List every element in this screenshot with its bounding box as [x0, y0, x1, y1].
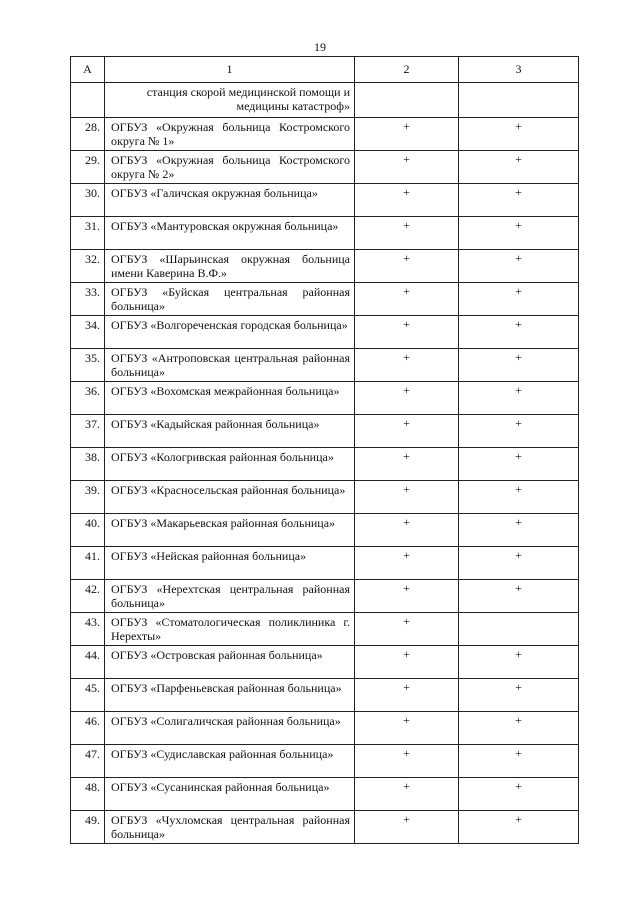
column-2-mark: + — [355, 118, 459, 151]
table-row — [71, 745, 579, 778]
column-2-mark: + — [355, 679, 459, 712]
page-number: 19 — [314, 40, 326, 54]
table-row — [71, 250, 579, 283]
facility-name: ОГБУЗ «Красносельская районная больница» — [105, 481, 355, 514]
facility-name: ОГБУЗ «Солигаличская районная больница» — [105, 712, 355, 745]
row-number: 32. — [71, 250, 105, 283]
row-number: 31. — [71, 217, 105, 250]
column-3-mark: + — [459, 646, 579, 679]
table-row — [71, 712, 579, 745]
row-number: 42. — [71, 580, 105, 613]
table-row — [71, 778, 579, 811]
facility-name: ОГБУЗ «Судиславская районная больница» — [105, 745, 355, 778]
column-3-mark: + — [459, 118, 579, 151]
column-3-mark: + — [459, 184, 579, 217]
column-3-mark: + — [459, 712, 579, 745]
row-number: 44. — [71, 646, 105, 679]
facility-name: ОГБУЗ «Макарьевская районная больница» — [105, 514, 355, 547]
table-row — [71, 679, 579, 712]
column-2-mark: + — [355, 481, 459, 514]
table-row-continuation — [71, 83, 579, 118]
facility-name: ОГБУЗ «Сусанинская районная больница» — [105, 778, 355, 811]
facility-name: ОГБУЗ «Нейская районная больница» — [105, 547, 355, 580]
column-2-mark: + — [355, 217, 459, 250]
table-row — [71, 547, 579, 580]
facility-name: ОГБУЗ «Антроповская центральная районная больница» — [105, 349, 355, 382]
facility-name: ОГБУЗ «Мантуровская окружная больница» — [105, 217, 355, 250]
table-row — [71, 415, 579, 448]
column-2-mark: + — [355, 250, 459, 283]
column-3-mark: + — [459, 580, 579, 613]
column-3-mark: + — [459, 415, 579, 448]
column-2-mark: + — [355, 349, 459, 382]
facility-name: ОГБУЗ «Нерехтская центральная районная больница» — [105, 580, 355, 613]
row-number: 28. — [71, 118, 105, 151]
column-3-mark: + — [459, 151, 579, 184]
column-2-mark: + — [355, 415, 459, 448]
continuation-text: станция скорой медицинской помощи и медицины катастроф» — [105, 83, 355, 118]
row-number: 29. — [71, 151, 105, 184]
row-number: 43. — [71, 613, 105, 646]
table-row — [71, 217, 579, 250]
column-3-mark: + — [459, 250, 579, 283]
column-3-mark: + — [459, 382, 579, 415]
column-3-mark: + — [459, 448, 579, 481]
row-number: 45. — [71, 679, 105, 712]
column-3-mark: + — [459, 481, 579, 514]
column-2-mark: + — [355, 547, 459, 580]
row-number: 48. — [71, 778, 105, 811]
column-2-mark: + — [355, 580, 459, 613]
column-2-mark: + — [355, 316, 459, 349]
column-2-mark: + — [355, 448, 459, 481]
row-number: 39. — [71, 481, 105, 514]
table-row — [71, 448, 579, 481]
column-3-mark: + — [459, 745, 579, 778]
column-3-mark: + — [459, 283, 579, 316]
cell-empty — [71, 83, 105, 118]
facility-name: ОГБУЗ «Островская районная больница» — [105, 646, 355, 679]
column-3-mark: + — [459, 679, 579, 712]
row-number: 33. — [71, 283, 105, 316]
column-2-mark: + — [355, 613, 459, 646]
row-number: 47. — [71, 745, 105, 778]
table-row — [71, 514, 579, 547]
facility-name: ОГБУЗ «Стоматологическая поликлиника г. Нерехты» — [105, 613, 355, 646]
row-number: 36. — [71, 382, 105, 415]
column-3-mark: + — [459, 217, 579, 250]
table-row — [71, 316, 579, 349]
facility-name: ОГБУЗ «Окружная больница Костромского округа № 1» — [105, 118, 355, 151]
facility-name: ОГБУЗ «Кологривская районная больница» — [105, 448, 355, 481]
facility-name: ОГБУЗ «Кадыйская районная больница» — [105, 415, 355, 448]
column-2-mark: + — [355, 745, 459, 778]
row-number: 49. — [71, 811, 105, 844]
table-row — [71, 481, 579, 514]
row-number: 41. — [71, 547, 105, 580]
row-number: 40. — [71, 514, 105, 547]
facility-name: ОГБУЗ «Шарьинская окружная больница имени Каверина В.Ф.» — [105, 250, 355, 283]
facility-name: ОГБУЗ «Окружная больница Костромского округа № 2» — [105, 151, 355, 184]
table-row — [71, 184, 579, 217]
column-2-mark: + — [355, 646, 459, 679]
column-3-mark: + — [459, 349, 579, 382]
row-number: 37. — [71, 415, 105, 448]
facility-name: ОГБУЗ «Парфеньевская районная больница» — [105, 679, 355, 712]
column-2-mark: + — [355, 778, 459, 811]
column-3-mark: + — [459, 547, 579, 580]
facilities-table — [70, 56, 579, 844]
column-2-mark: + — [355, 184, 459, 217]
table-row — [71, 811, 579, 844]
table-header-row — [71, 57, 579, 83]
row-number: 46. — [71, 712, 105, 745]
header-col-2: 2 — [355, 57, 459, 83]
column-3-mark: + — [459, 514, 579, 547]
table-row — [71, 118, 579, 151]
header-col-a: А — [71, 57, 105, 83]
cell-empty — [459, 83, 579, 118]
table-row — [71, 283, 579, 316]
facility-name: ОГБУЗ «Волгореченская городская больница» — [105, 316, 355, 349]
facility-name: ОГБУЗ «Галичская окружная больница» — [105, 184, 355, 217]
column-2-mark: + — [355, 712, 459, 745]
column-3-mark: + — [459, 811, 579, 844]
column-2-mark: + — [355, 151, 459, 184]
header-col-1: 1 — [105, 57, 355, 83]
column-2-mark: + — [355, 283, 459, 316]
table-row — [71, 646, 579, 679]
column-3-mark: + — [459, 316, 579, 349]
table-row — [71, 151, 579, 184]
row-number: 30. — [71, 184, 105, 217]
column-2-mark: + — [355, 514, 459, 547]
facility-name: ОГБУЗ «Буйская центральная районная больница» — [105, 283, 355, 316]
table-row — [71, 349, 579, 382]
row-number: 38. — [71, 448, 105, 481]
column-3-mark: + — [459, 778, 579, 811]
facility-name: ОГБУЗ «Вохомская межрайонная больница» — [105, 382, 355, 415]
table-row — [71, 580, 579, 613]
cell-empty — [355, 83, 459, 118]
column-2-mark: + — [355, 811, 459, 844]
column-2-mark: + — [355, 382, 459, 415]
row-number: 34. — [71, 316, 105, 349]
column-3-mark — [459, 613, 579, 646]
header-col-3: 3 — [459, 57, 579, 83]
row-number: 35. — [71, 349, 105, 382]
table-row — [71, 613, 579, 646]
facility-name: ОГБУЗ «Чухломская центральная районная больница» — [105, 811, 355, 844]
table-row — [71, 382, 579, 415]
